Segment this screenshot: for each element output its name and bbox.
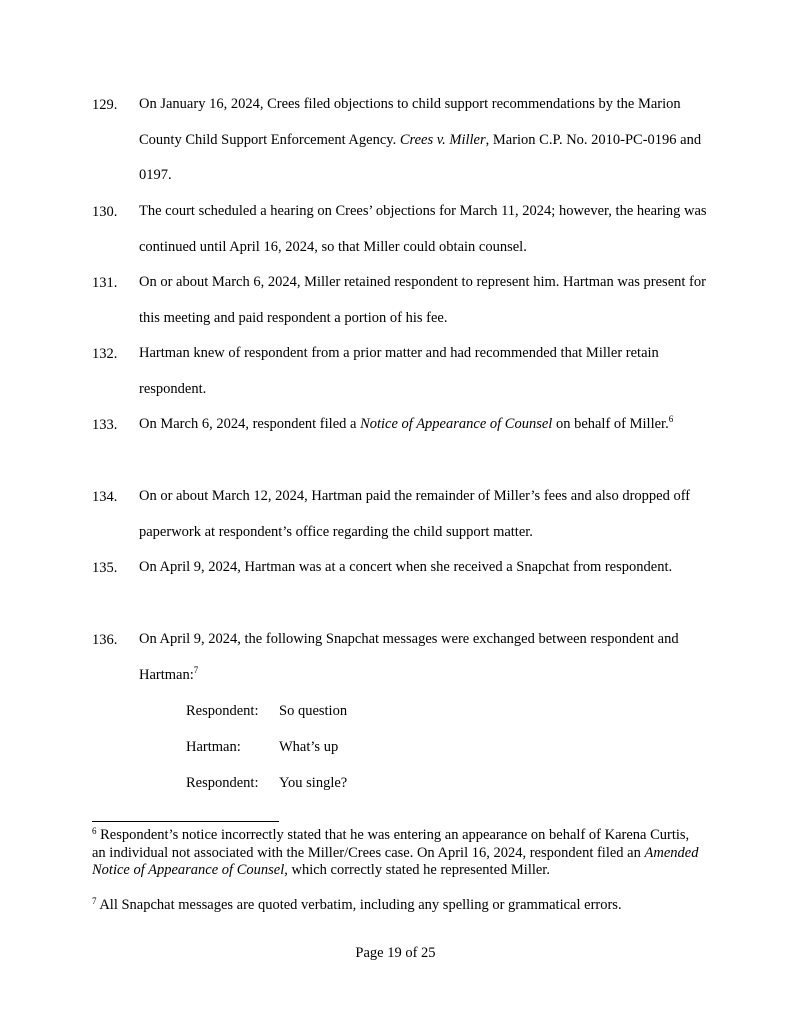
message-speaker: Respondent: (186, 703, 259, 719)
paragraph-text (139, 87, 709, 194)
paragraph-text (139, 194, 709, 265)
italic-text: Crees v. Miller (399, 131, 486, 148)
text-run: On April 9, 2024, Hartman was at a concert when she received a Snapchat from respondent. (139, 559, 673, 575)
paragraph-text (139, 550, 709, 586)
text-run: on behalf of Miller. (552, 416, 669, 432)
italic-text: Amended Notice of Appearance of Counsel (92, 844, 699, 878)
footnote-separator (92, 821, 279, 822)
text-run: , Marion C.P. No. 2010-PC-0196 and 0197. (139, 131, 702, 184)
message-speaker: Respondent: (186, 775, 259, 791)
message-row (186, 702, 347, 720)
footnote-reference: 7 (193, 664, 199, 675)
paragraph-text (139, 479, 709, 550)
message-text: So question (279, 703, 348, 719)
text-run: On April 9, 2024, the following Snapchat messages were exchanged between respondent and Hartman: (139, 631, 679, 683)
paragraph-number: 134. (92, 489, 118, 505)
paragraph-number: 132. (92, 346, 118, 362)
message-row (186, 774, 347, 792)
text-run: All Snapchat messages are quoted verbatim, including any spelling or grammatical errors. (96, 897, 622, 913)
text-run: Respondent’s notice incorrectly stated that he was entering an appearance on behalf of Karena Curtis, an individual not associated with the Miller/Crees case. On April 16, 2024, respondent filed an (92, 827, 690, 861)
paragraph-text (139, 622, 709, 693)
footnote (92, 827, 704, 880)
message-row (186, 738, 338, 756)
text-run: On March 6, 2024, respondent filed a (139, 416, 361, 432)
footnote-number: 7 (92, 896, 97, 906)
page-number: Page 19 of 25 (355, 945, 436, 961)
message-speaker: Hartman: (186, 739, 241, 755)
italic-text: Notice of Appearance of Counsel (360, 416, 553, 432)
paragraph-number: 133. (92, 417, 118, 433)
paragraph-number: 129. (92, 97, 118, 113)
paragraph-number: 135. (92, 560, 118, 576)
text-run: Hartman knew of respondent from a prior matter and had recommended that Miller retain respondent. (139, 345, 659, 397)
footnote (92, 897, 704, 915)
paragraph-text (139, 265, 709, 336)
footnote-number: 6 (92, 826, 97, 836)
text-run: The court scheduled a hearing on Crees’ objections for March 11, 2024; however, the hearing was continued until April 16, 2024, so that Miller could obtain counsel. (139, 203, 707, 255)
text-run: On or about March 12, 2024, Hartman paid the remainder of Miller’s fees and also dropped off paperwork at respondent’s office regarding the child support matter. (139, 488, 691, 540)
paragraph-number: 131. (92, 275, 118, 291)
text-run: , which correctly stated he represented Miller. (284, 862, 550, 878)
paragraph-text (139, 336, 709, 407)
text-run: On or about March 6, 2024, Miller retained respondent to represent him. Hartman was present for this meeting and paid respondent a portion of his fee. (139, 274, 706, 326)
footnote-reference: 6 (668, 414, 674, 424)
text-run: On January 16, 2024, Crees filed objections to child support recommendations by the Marion County Child Support Enforcement Agency. (139, 96, 681, 148)
message-text: What’s up (279, 739, 339, 755)
message-text: You single? (279, 775, 348, 791)
paragraph-number: 136. (92, 632, 118, 648)
paragraph-text (139, 407, 709, 443)
paragraph-number: 130. (92, 204, 118, 220)
